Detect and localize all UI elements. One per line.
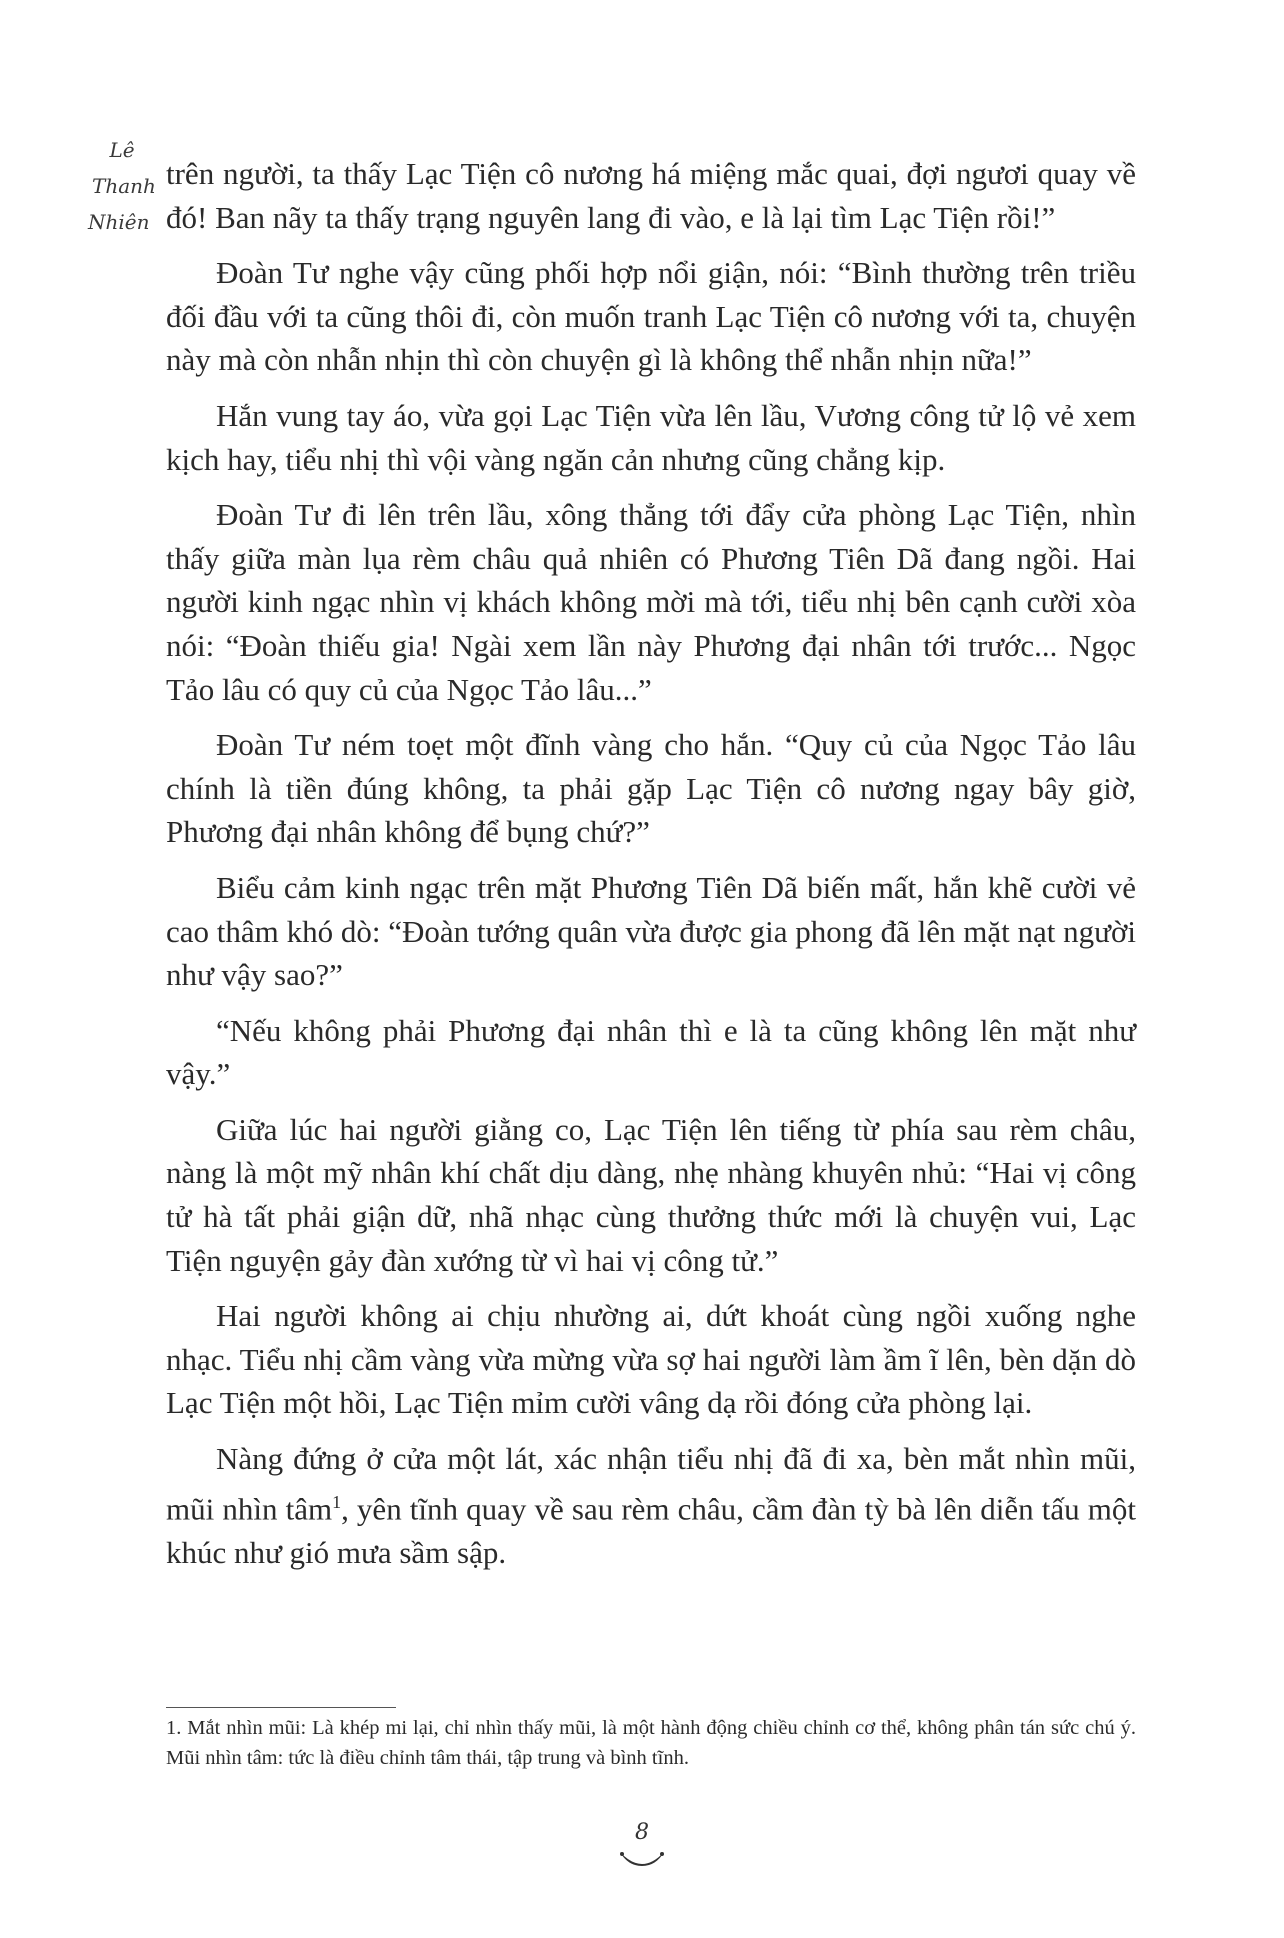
- paragraph-10: [166, 1437, 1136, 1574]
- footnote-reference: 1: [332, 1491, 342, 1512]
- paragraph-6: Biểu cảm kinh ngạc trên mặt Phương Tiên Dã biến mất, hắn khẽ cười vẻ cao thâm khó dò: “Đoàn tướng quân vừa được gia phong đã lên mặt nạt người như vậy sao?”: [166, 869, 1136, 993]
- paragraph-10-text-end: , yên tĩnh quay về sau rèm châu, cầm đàn tỳ bà lên diễn tấu một khúc như gió mưa sầm sập.: [166, 1490, 1136, 1570]
- page-number-block: [612, 1822, 672, 1878]
- paragraph-10-text-start: Nàng đứng ở cửa một lát, xác nhận tiểu nhị đã đi xa, bèn mắt nhìn mũi, mũi nhìn tâm: [166, 1441, 1136, 1526]
- footnote-divider: [166, 1707, 396, 1708]
- paragraph-3: Hắn vung tay áo, vừa gọi Lạc Tiện vừa lên lầu, Vương công tử lộ vẻ xem kịch hay, tiểu nhị thì vội vàng ngăn cản nhưng cũng chẳng kịp.: [166, 397, 1136, 477]
- paragraph-7: “Nếu không phải Phương đại nhân thì e là ta cũng không lên mặt như vậy.”: [166, 1012, 1136, 1092]
- paragraph-5: Đoàn Tư ném toẹt một đĩnh vàng cho hắn. “Quy củ của Ngọc Tảo lâu chính là tiền đúng không, ta phải gặp Lạc Tiện cô nương ngay bây giờ, Phương đại nhân không để bụng chứ?”: [166, 727, 1136, 850]
- body-text: [166, 152, 1136, 1586]
- paragraph-4: Đoàn Tư đi lên trên lầu, xông thẳng tới đẩy cửa phòng Lạc Tiện, nhìn thấy giữa màn lụa rèm châu quả nhiên có Phương Tiên Dã đang ngồi. Hai người kinh ngạc nhìn vị khách không mời mà tới, tiểu nhị bên cạnh cười xòa nói: “Đoàn thiếu gia! Ngài xem lần này Phương đại nhân tới trước... Ngọc Tảo lâu có quy củ của Ngọc Tảo lâu...”: [166, 497, 1136, 707]
- paragraph-8: Giữa lúc hai người giằng co, Lạc Tiện lên tiếng từ phía sau rèm châu, nàng là một mỹ nhân khí chất dịu dàng, nhẹ nhàng khuyên nhủ: “Hai vị công tử hà tất phải giận dữ, nhã nhạc cùng thưởng thức mới là chuyện vui, Lạc Tiện nguyện gảy đàn xướng từ vì hai vị công tử.”: [166, 1111, 1136, 1278]
- footnote: 1. Mắt nhìn mũi: Là khép mi lại, chỉ nhìn thấy mũi, là một hành động chiều chỉnh cơ thể, không phân tán sức chú ý. Mũi nhìn tâm: tức là điều chỉnh tâm thái, tập trung và bình tĩnh.: [166, 1717, 1136, 1769]
- author-signature-mark: [88, 132, 156, 240]
- paragraph-9: Hai người không ai chịu nhường ai, dứt khoát cùng ngồi xuống nghe nhạc. Tiểu nhị cầm vàng vừa mừng vừa sợ hai người làm ầm ĩ lên, bèn dặn dò Lạc Tiện một hồi, Lạc Tiện mỉm cười vâng dạ rồi đóng cửa phòng lại.: [166, 1298, 1136, 1421]
- author-mark-line-1: Lê: [109, 138, 135, 162]
- paragraph-1: trên người, ta thấy Lạc Tiện cô nương há miệng mắc quai, đợi ngươi quay về đó! Ban nãy ta thấy trạng nguyên lang đi vào, e là lại tìm Lạc Tiện rồi!”: [166, 156, 1136, 235]
- paragraph-2: Đoàn Tư nghe vậy cũng phối hợp nổi giận, nói: “Bình thường trên triều đối đầu với ta cũng thôi đi, còn muốn tranh Lạc Tiện cô nương với ta, chuyện này mà còn nhẫn nhịn thì còn chuyện gì là không thể nhẫn nhịn nữa!”: [166, 255, 1136, 378]
- author-mark-line-2: Thanh: [92, 174, 156, 198]
- author-mark-line-3: Nhiên: [88, 210, 150, 234]
- page-ornament-icon: [616, 1846, 668, 1870]
- page-number: 8: [635, 1820, 649, 1845]
